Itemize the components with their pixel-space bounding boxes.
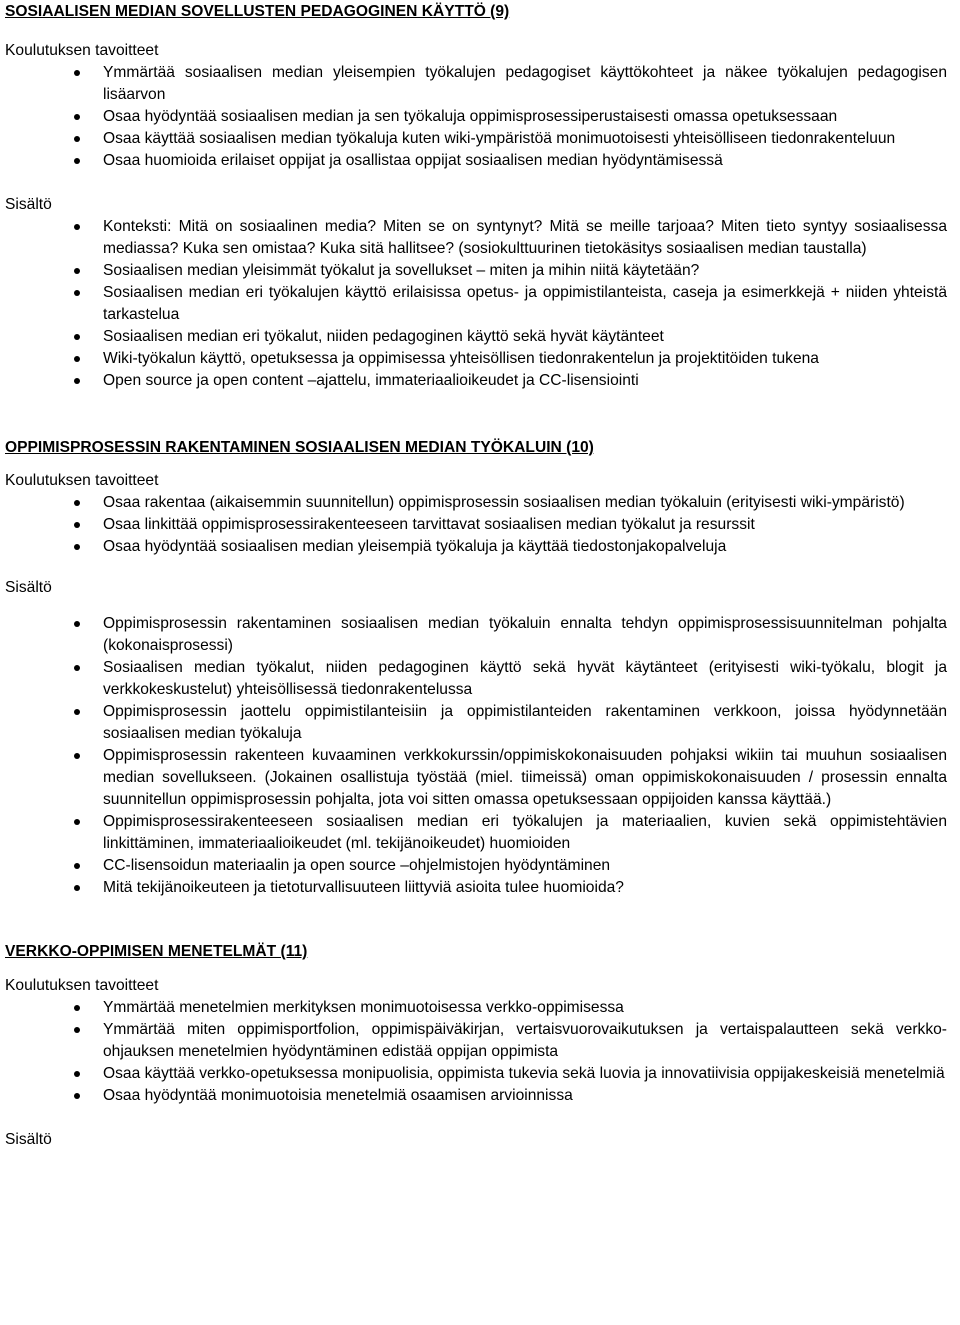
list-item: Osaa hyödyntää monimuotoisia menetelmiä osaamisen arvioinnissa xyxy=(5,1085,955,1107)
goals-label: Koulutuksen tavoitteet xyxy=(5,42,159,59)
goals-label: Koulutuksen tavoitteet xyxy=(5,472,159,489)
section-9 xyxy=(5,0,955,392)
bullet-icon xyxy=(74,885,80,891)
section-title: VERKKO-OPPIMISEN MENETELMÄT (11) xyxy=(5,943,308,960)
bullet-icon xyxy=(74,268,80,274)
list-item: Sosiaalisen median yleisimmät työkalut ja sovellukset – miten ja mihin niitä käytetään? xyxy=(5,260,955,282)
section-11 xyxy=(5,941,955,1151)
list-item: Ymmärtää sosiaalisen median yleisempien työkalujen pedagogiset käyttökohteet ja näkee työkalujen pedagogisen lisäarvon xyxy=(5,62,955,106)
list-item: Sosiaalisen median työkalut, niiden pedagoginen käyttö sekä hyvät käytänteet (erityisesti wiki-työkalu, blogit ja verkkokeskustelut) yhteisöllisessä tiedonrakentelussa xyxy=(5,657,955,701)
bullet-icon xyxy=(74,621,80,627)
bullet-icon xyxy=(74,753,80,759)
list-item: Osaa rakentaa (aikaisemmin suunnitellun) oppimisprosessin sosiaalisen median työkaluin (erityisesti wiki-ympäristö) xyxy=(5,492,955,514)
list-item: Osaa käyttää sosiaalisen median työkaluja kuten wiki-ympäristöä monimuotoisesti yhteisölliseen tiedonrakenteluun xyxy=(5,128,955,150)
bullet-icon xyxy=(74,356,80,362)
section-10 xyxy=(5,437,955,899)
list-item: Osaa linkittää oppimisprosessirakenteeseen tarvittavat sosiaalisen median työkalut ja resurssit xyxy=(5,514,955,536)
list-item: Oppimisprosessin rakentaminen sosiaalisen median työkaluin ennalta tehdyn oppimisprosessisuunnitelman pohjalta (kokonaisprosessi) xyxy=(5,613,955,657)
list-item: Open source ja open content –ajattelu, immateriaalioikeudet ja CC-lisensiointi xyxy=(5,370,955,392)
content-label: Sisältö xyxy=(5,196,52,213)
section-title: SOSIAALISEN MEDIAN SOVELLUSTEN PEDAGOGINEN KÄYTTÖ (9) xyxy=(5,3,510,20)
list-item: Osaa hyödyntää sosiaalisen median yleisempiä työkaluja ja käyttää tiedostonjakopalveluja xyxy=(5,536,955,558)
bullet-icon xyxy=(74,378,80,384)
bullet-icon xyxy=(74,544,80,550)
bullet-icon xyxy=(74,709,80,715)
bullet-icon xyxy=(74,819,80,825)
bullet-icon xyxy=(74,114,80,120)
bullet-icon xyxy=(74,1005,80,1011)
bullet-icon xyxy=(74,290,80,296)
bullet-icon xyxy=(74,334,80,340)
list-item: Ymmärtää miten oppimisportfolion, oppimispäiväkirjan, vertaisvuorovaikutuksen ja vertaispalautteen sekä verkko-ohjauksen menetelmien hyödyntäminen edistää oppijan oppimista xyxy=(5,1019,955,1063)
bullet-icon xyxy=(74,1027,80,1033)
list-item: Konteksti: Mitä on sosiaalinen media? Miten se on syntynyt? Mitä se meille tarjoaa? Miten tieto syntyy sosiaalisessa mediassa? Kuka sen omistaa? Kuka sitä hallitsee? (sosiokulttuurinen tietokäsitys sosiaalisen median taustalla) xyxy=(5,216,955,260)
bullet-icon xyxy=(74,158,80,164)
list-item: Osaa huomioida erilaiset oppijat ja osallistaa oppijat sosiaalisen median hyödyntämisessä xyxy=(5,150,955,172)
list-item: CC-lisensoidun materiaalin ja open source –ohjelmistojen hyödyntäminen xyxy=(5,855,955,877)
section-title: OPPIMISPROSESSIN RAKENTAMINEN SOSIAALISEN MEDIAN TYÖKALUIN (10) xyxy=(5,439,594,456)
bullet-icon xyxy=(74,1093,80,1099)
list-item: Sosiaalisen median eri työkalujen käyttö erilaisissa opetus- ja oppimistilanteista, caseja ja esimerkkejä + niiden yhteistä tarkastelua xyxy=(5,282,955,326)
list-item: Oppimisprosessin rakenteen kuvaaminen verkkokurssin/oppimiskokonaisuuden pohjaksi wikiin tai muuhun sosiaalisen median sovellukseen. (Jokainen osallistuja työstää (miel. tiimeissä) oman oppimiskokonaisuuden / prosessin ennalta suunnitellun oppimisprosessin pohjalta, jota voi sitten omassa opetuksessaan oppijoiden kanssa käyttää.) xyxy=(5,745,955,811)
goals-list xyxy=(5,492,955,558)
content-list xyxy=(5,216,955,392)
list-item: Osaa hyödyntää sosiaalisen median ja sen työkaluja oppimisprosessiperustaisesti omassa opetuksessaan xyxy=(5,106,955,128)
list-item: Oppimisprosessin jaottelu oppimistilanteisiin ja oppimistilanteiden rakentaminen verkkoon, joissa hyödynnetään sosiaalisen median työkaluja xyxy=(5,701,955,745)
list-item: Oppimisprosessirakenteeseen sosiaalisen median eri työkalujen ja materiaalien, kuvien sekä oppimistehtävien linkittäminen, immateriaalioikeudet (ml. tekijänoikeudet) huomioiden xyxy=(5,811,955,855)
content-list xyxy=(5,613,955,899)
list-item: Osaa käyttää verkko-opetuksessa monipuolisia, oppimista tukevia sekä luovia ja innovatiivisia oppijakeskeisiä menetelmiä xyxy=(5,1063,955,1085)
goals-list xyxy=(5,62,955,172)
bullet-icon xyxy=(74,522,80,528)
bullet-icon xyxy=(74,136,80,142)
bullet-icon xyxy=(74,224,80,230)
list-item: Ymmärtää menetelmien merkityksen monimuotoisessa verkko-oppimisessa xyxy=(5,997,955,1019)
bullet-icon xyxy=(74,665,80,671)
goals-label: Koulutuksen tavoitteet xyxy=(5,977,159,994)
bullet-icon xyxy=(74,863,80,869)
content-label: Sisältö xyxy=(5,1131,52,1148)
bullet-icon xyxy=(74,500,80,506)
list-item: Mitä tekijänoikeuteen ja tietoturvallisuuteen liittyviä asioita tulee huomioida? xyxy=(5,877,955,899)
list-item: Wiki-työkalun käyttö, opetuksessa ja oppimisessa yhteisöllisen tiedonrakentelun ja projektitöiden tukena xyxy=(5,348,955,370)
content-label: Sisältö xyxy=(5,579,52,596)
bullet-icon xyxy=(74,70,80,76)
bullet-icon xyxy=(74,1071,80,1077)
list-item: Sosiaalisen median eri työkalut, niiden pedagoginen käyttö sekä hyvät käytänteet xyxy=(5,326,955,348)
goals-list xyxy=(5,997,955,1107)
